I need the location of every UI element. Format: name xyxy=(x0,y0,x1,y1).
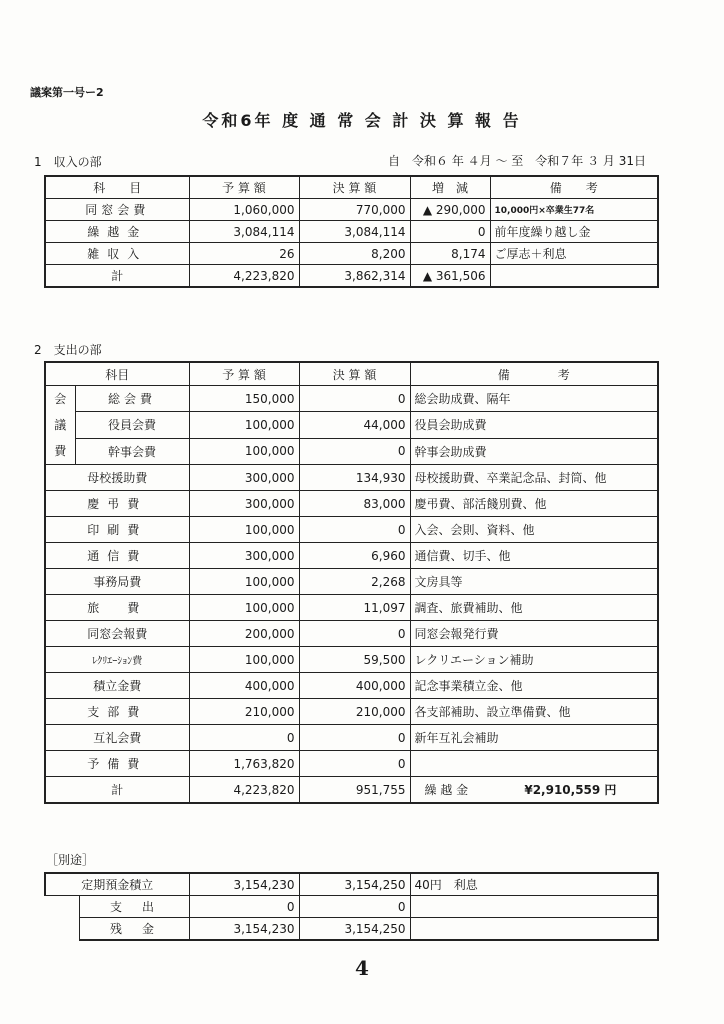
row-budget: 3,154,230 xyxy=(189,918,299,941)
row-item: 事務局費 xyxy=(45,569,189,595)
carryover-label: 繰 越 金 xyxy=(424,783,469,797)
row-actual: 0 xyxy=(299,438,410,464)
row-item: ﾚｸﾘｴｰｼｮﾝ費 xyxy=(45,647,189,673)
row-budget: 0 xyxy=(189,725,299,751)
row-item: 総会費 xyxy=(75,386,189,412)
row-item: 繰越金 xyxy=(45,221,189,243)
total-actual: 3,862,314 xyxy=(299,265,410,288)
row-item: 慶弔費 xyxy=(45,491,189,517)
row-item: 互礼会費 xyxy=(45,725,189,751)
total-row xyxy=(45,265,658,288)
table-row xyxy=(45,647,658,673)
header-budget: 予 算 額 xyxy=(189,362,299,386)
row-diff: 8,174 xyxy=(410,243,490,265)
row-note: 総会助成費、隔年 xyxy=(410,386,658,412)
row-note: 入会、会則、資料、他 xyxy=(410,517,658,543)
total-diff: ▲ 361,506 xyxy=(410,265,490,288)
row-actual: 6,960 xyxy=(299,543,410,569)
row-budget: 210,000 xyxy=(189,699,299,725)
row-item: 同窓会費 xyxy=(45,199,189,221)
table-row xyxy=(45,873,658,896)
row-budget: 100,000 xyxy=(189,595,299,621)
total-row xyxy=(45,777,658,804)
row-actual: 83,000 xyxy=(299,491,410,517)
separate-table xyxy=(44,872,659,941)
row-note: 幹事会助成費 xyxy=(410,438,658,464)
row-budget: 100,000 xyxy=(189,438,299,464)
row-item: 同窓会報費 xyxy=(45,621,189,647)
total-label: 計 xyxy=(45,777,189,804)
row-actual: 3,084,114 xyxy=(299,221,410,243)
row-note: 10,000円×卒業生77名 xyxy=(490,199,658,221)
row-note: 新年互礼会補助 xyxy=(410,725,658,751)
row-actual: 0 xyxy=(299,517,410,543)
table-row xyxy=(45,412,658,438)
row-budget: 400,000 xyxy=(189,673,299,699)
row-actual: 134,930 xyxy=(299,465,410,491)
group-label-meeting xyxy=(45,386,75,465)
total-budget: 4,223,820 xyxy=(189,777,299,804)
row-note: 調査、旅費補助、他 xyxy=(410,595,658,621)
agenda-number: 議案第一号ー2 xyxy=(30,86,104,99)
row-actual: 770,000 xyxy=(299,199,410,221)
row-actual: 210,000 xyxy=(299,699,410,725)
table-row xyxy=(45,438,658,464)
expense-header-row xyxy=(45,362,658,386)
row-actual: 44,000 xyxy=(299,412,410,438)
carryover-cell xyxy=(410,777,658,804)
row-item: 定期預金積立 xyxy=(45,873,189,896)
row-budget: 1,763,820 xyxy=(189,751,299,777)
row-actual: 59,500 xyxy=(299,647,410,673)
header-item: 科 目 xyxy=(45,176,189,199)
row-note xyxy=(410,918,658,941)
row-item: 積立金費 xyxy=(45,673,189,699)
table-row xyxy=(45,465,658,491)
row-budget: 300,000 xyxy=(189,491,299,517)
expense-table xyxy=(44,361,659,804)
table-row xyxy=(45,918,658,941)
row-actual: 0 xyxy=(299,725,410,751)
row-actual: 0 xyxy=(299,751,410,777)
row-diff: 0 xyxy=(410,221,490,243)
group-char: 会 xyxy=(54,392,67,406)
row-note: 通信費、切手、他 xyxy=(410,543,658,569)
row-actual: 3,154,250 xyxy=(299,918,410,941)
separate-label: ［別途］ xyxy=(46,853,95,867)
row-item: 母校援助費 xyxy=(45,465,189,491)
row-budget: 0 xyxy=(189,896,299,918)
row-note: ご厚志＋利息 xyxy=(490,243,658,265)
header-diff: 増 減 xyxy=(410,176,490,199)
row-budget: 3,154,230 xyxy=(189,873,299,896)
income-table xyxy=(44,175,659,288)
indent-spacer xyxy=(45,918,79,941)
income-header-row xyxy=(45,176,658,199)
row-actual: 0 xyxy=(299,386,410,412)
table-row xyxy=(45,569,658,595)
table-row xyxy=(45,199,658,221)
row-note: 文房具等 xyxy=(410,569,658,595)
total-label: 計 xyxy=(45,265,189,288)
row-note xyxy=(410,896,658,918)
row-actual: 400,000 xyxy=(299,673,410,699)
header-item: 科目 xyxy=(45,362,189,386)
table-row xyxy=(45,243,658,265)
page-title: 令和6年 度 通 常 会 計 決 算 報 告 xyxy=(202,111,522,130)
row-actual: 2,268 xyxy=(299,569,410,595)
header-budget: 予 算 額 xyxy=(189,176,299,199)
group-char: 費 xyxy=(54,444,67,458)
table-row xyxy=(45,896,658,918)
row-note: 各支部補助、設立準備費、他 xyxy=(410,699,658,725)
table-row xyxy=(45,517,658,543)
row-budget: 100,000 xyxy=(189,517,299,543)
row-note: 役員会助成費 xyxy=(410,412,658,438)
expense-section-title: 2 支出の部 xyxy=(34,343,102,357)
header-note: 備 考 xyxy=(490,176,658,199)
row-item: 印刷費 xyxy=(45,517,189,543)
row-budget: 200,000 xyxy=(189,621,299,647)
row-actual: 0 xyxy=(299,896,410,918)
table-row xyxy=(45,699,658,725)
row-item: 雑収入 xyxy=(45,243,189,265)
table-row xyxy=(45,621,658,647)
row-diff: ▲ 290,000 xyxy=(410,199,490,221)
row-note: レクリエーション補助 xyxy=(410,647,658,673)
income-section-title: 1 収入の部 xyxy=(34,155,102,169)
page-number: 4 xyxy=(355,956,369,980)
row-note: 前年度繰り越し金 xyxy=(490,221,658,243)
header-actual: 決 算 額 xyxy=(299,362,410,386)
row-item: 幹事会費 xyxy=(75,438,189,464)
table-row xyxy=(45,725,658,751)
header-note: 備 考 xyxy=(410,362,658,386)
table-row xyxy=(45,751,658,777)
table-row xyxy=(45,386,658,412)
row-budget: 3,084,114 xyxy=(189,221,299,243)
row-budget: 100,000 xyxy=(189,412,299,438)
row-actual: 0 xyxy=(299,621,410,647)
table-row xyxy=(45,221,658,243)
group-char: 議 xyxy=(54,418,67,432)
row-item: 通信費 xyxy=(45,543,189,569)
carryover-value: ¥2,910,559 円 xyxy=(524,783,617,797)
row-budget: 100,000 xyxy=(189,647,299,673)
row-note: 母校援助費、卒業記念品、封筒、他 xyxy=(410,465,658,491)
row-note: 40円 利息 xyxy=(410,873,658,896)
table-row xyxy=(45,595,658,621)
row-item: 予備費 xyxy=(45,751,189,777)
row-item: 役員会費 xyxy=(75,412,189,438)
table-row xyxy=(45,543,658,569)
total-actual: 951,755 xyxy=(299,777,410,804)
period-text: 自 令和６ 年 ４月 ～ 至 令和７年 ３ 月 31日 xyxy=(388,154,646,168)
row-item: 旅 費 xyxy=(45,595,189,621)
row-item: 支 出 xyxy=(79,896,189,918)
row-note xyxy=(410,751,658,777)
total-budget: 4,223,820 xyxy=(189,265,299,288)
indent-spacer xyxy=(45,896,79,918)
row-budget: 300,000 xyxy=(189,543,299,569)
row-budget: 150,000 xyxy=(189,386,299,412)
row-budget: 26 xyxy=(189,243,299,265)
row-budget: 100,000 xyxy=(189,569,299,595)
row-budget: 1,060,000 xyxy=(189,199,299,221)
total-note xyxy=(490,265,658,288)
header-actual: 決 算 額 xyxy=(299,176,410,199)
row-actual: 3,154,250 xyxy=(299,873,410,896)
row-item: 支部費 xyxy=(45,699,189,725)
row-budget: 300,000 xyxy=(189,465,299,491)
row-note: 慶弔費、部活餞別費、他 xyxy=(410,491,658,517)
row-note: 同窓会報発行費 xyxy=(410,621,658,647)
row-item: 残 金 xyxy=(79,918,189,941)
row-actual: 11,097 xyxy=(299,595,410,621)
table-row xyxy=(45,491,658,517)
row-actual: 8,200 xyxy=(299,243,410,265)
table-row xyxy=(45,673,658,699)
row-note: 記念事業積立金、他 xyxy=(410,673,658,699)
